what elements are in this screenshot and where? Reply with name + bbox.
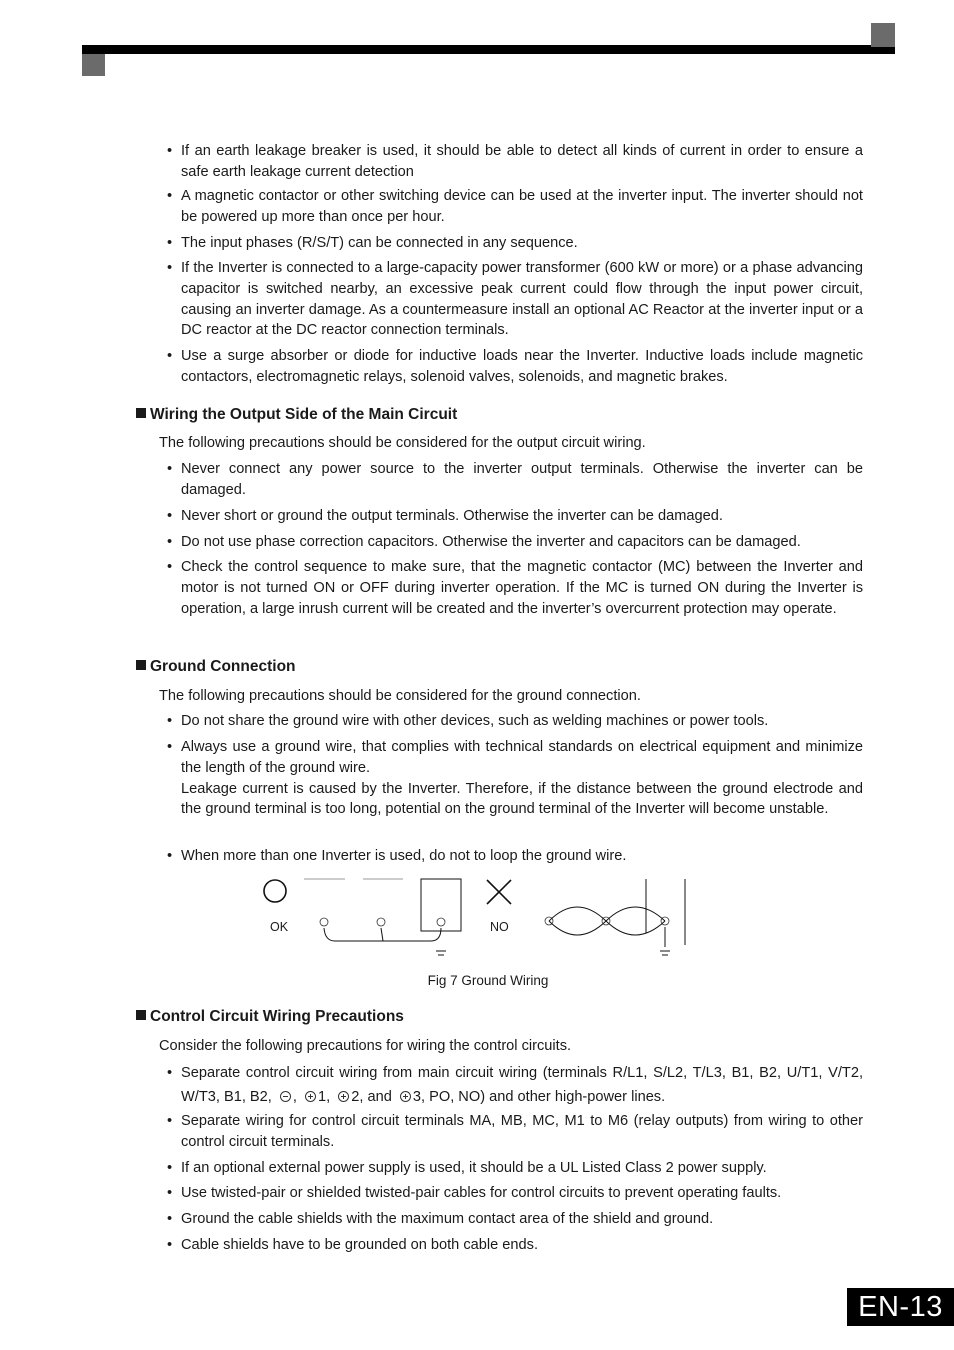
square-bullet-icon: [136, 408, 146, 418]
list-item: • The input phases (R/S/T) can be connected in any sequence.: [181, 233, 863, 254]
plus-terminal-icon: [338, 1091, 349, 1102]
heading-text: Ground Connection: [150, 658, 296, 675]
ground-wiring-figure: [255, 873, 695, 963]
bullet-text: 3, PO, NO) and other high-power lines.: [412, 1089, 666, 1105]
list-item: • If an optional external power supply is used, it should be a UL Listed Class 2 power supply.: [181, 1158, 863, 1179]
bullet-text: Separate control circuit wiring from main circuit wiring (terminals R/L1, S/L2, T/L3, B1, B2, U/T1, V/T2, W/T3, B1, B2,: [181, 1065, 863, 1105]
no-label: NO: [490, 920, 509, 934]
list-item: • Check the control sequence to make sure, that the magnetic contactor (MC) between the Inverter and motor is not turned ON or OFF during inverter operation. If the MC is turned ON during the Inverter is operation, a large inrush current will be created and the inverter’s overcurrent protection may operate.: [181, 557, 863, 619]
list-item: • Do not share the ground wire with other devices, such as welding machines or power tools.: [181, 711, 863, 732]
list-item: • When more than one Inverter is used, do not to loop the ground wire.: [181, 846, 863, 867]
header-square-left: [82, 54, 105, 76]
list-item: • Separate control circuit wiring from main circuit wiring (terminals R/L1, S/L2, T/L3, B1, B2, U/T1, V/T2, W/T3, B1, B2, , 1, 2, and 3, PO, NO) and other high-power lines.: [181, 1061, 863, 1109]
list-item: • Ground the cable shields with the maximum contact area of the shield and ground.: [181, 1209, 863, 1230]
list-item: • Use a surge absorber or diode for inductive loads near the Inverter. Inductive loads include magnetic contactors, electromagnetic relays, solenoid valves, solenoids, and magnetic brakes.: [181, 346, 863, 388]
list-item: • If the Inverter is connected to a large-capacity power transformer (600 kW or more) or a phase advancing capacitor is switched nearby, an excessive peak current could flow through the input power circuit, causing an inverter damage. As a countermeasure install an optional AC Reactor at the inverter input or a DC reactor at the DC reactor connection terminals.: [181, 258, 863, 341]
control-section-heading: [136, 1007, 404, 1027]
plus-terminal-icon: [305, 1091, 316, 1102]
control-section-intro: Consider the following precautions for wiring the control circuits.: [159, 1038, 572, 1054]
output-section-heading: [136, 405, 457, 425]
list-item: • Never short or ground the output terminals. Otherwise the inverter can be damaged.: [181, 506, 863, 527]
figure-caption: Fig 7 Ground Wiring: [427, 973, 549, 988]
heading-text: Wiring the Output Side of the Main Circuit: [150, 406, 458, 423]
ground-section-intro: The following precautions should be considered for the ground connection.: [159, 688, 641, 704]
square-bullet-icon: [136, 660, 146, 670]
plus-terminal-icon: [400, 1091, 411, 1102]
square-bullet-icon: [136, 1010, 146, 1020]
page-number: EN-13: [847, 1288, 954, 1326]
list-item: • Do not use phase correction capacitors. Otherwise the inverter and capacitors can be damaged.: [181, 532, 863, 553]
bullet-text: 1,: [318, 1089, 331, 1105]
bullet-text: 2, and: [351, 1089, 392, 1105]
list-item: • Never connect any power source to the inverter output terminals. Otherwise the inverter can be damaged.: [181, 459, 863, 501]
list-item: [181, 737, 863, 820]
output-section-intro: The following precautions should be considered for the output circuit wiring.: [159, 435, 646, 451]
header-square-right: [871, 23, 895, 47]
minus-terminal-icon: [280, 1091, 291, 1102]
bullet-text: Always use a ground wire, that complies with technical standards on electrical equipment and minimize the length of the ground wire.: [181, 739, 863, 776]
heading-text: Control Circuit Wiring Precautions: [150, 1008, 404, 1025]
ground-wiring-diagram: [255, 873, 695, 963]
list-item: • Use twisted-pair or shielded twisted-pair cables for control circuits to prevent operating faults.: [181, 1183, 863, 1204]
list-item: • A magnetic contactor or other switching device can be used at the inverter input. The inverter should not be powered up more than once per hour.: [181, 186, 863, 228]
bullet-text: Leakage current is caused by the Inverter. Therefore, if the distance between the ground electrode and the ground terminal is too long, potential on the ground terminal of the Inverter will become unstable.: [181, 780, 863, 818]
ground-section-heading: [136, 657, 296, 677]
ok-circle-icon: [264, 880, 286, 902]
list-item: • If an earth leakage breaker is used, it should be able to detect all kinds of current in order to ensure a safe earth leakage current detection: [181, 141, 863, 183]
list-item: • Separate wiring for control circuit terminals MA, MB, MC, M1 to M6 (relay outputs) from wiring to other control circuit terminals.: [181, 1111, 863, 1153]
list-item: • Cable shields have to be grounded on both cable ends.: [181, 1235, 863, 1256]
header-bar: [82, 45, 895, 54]
ok-label: OK: [270, 920, 289, 934]
